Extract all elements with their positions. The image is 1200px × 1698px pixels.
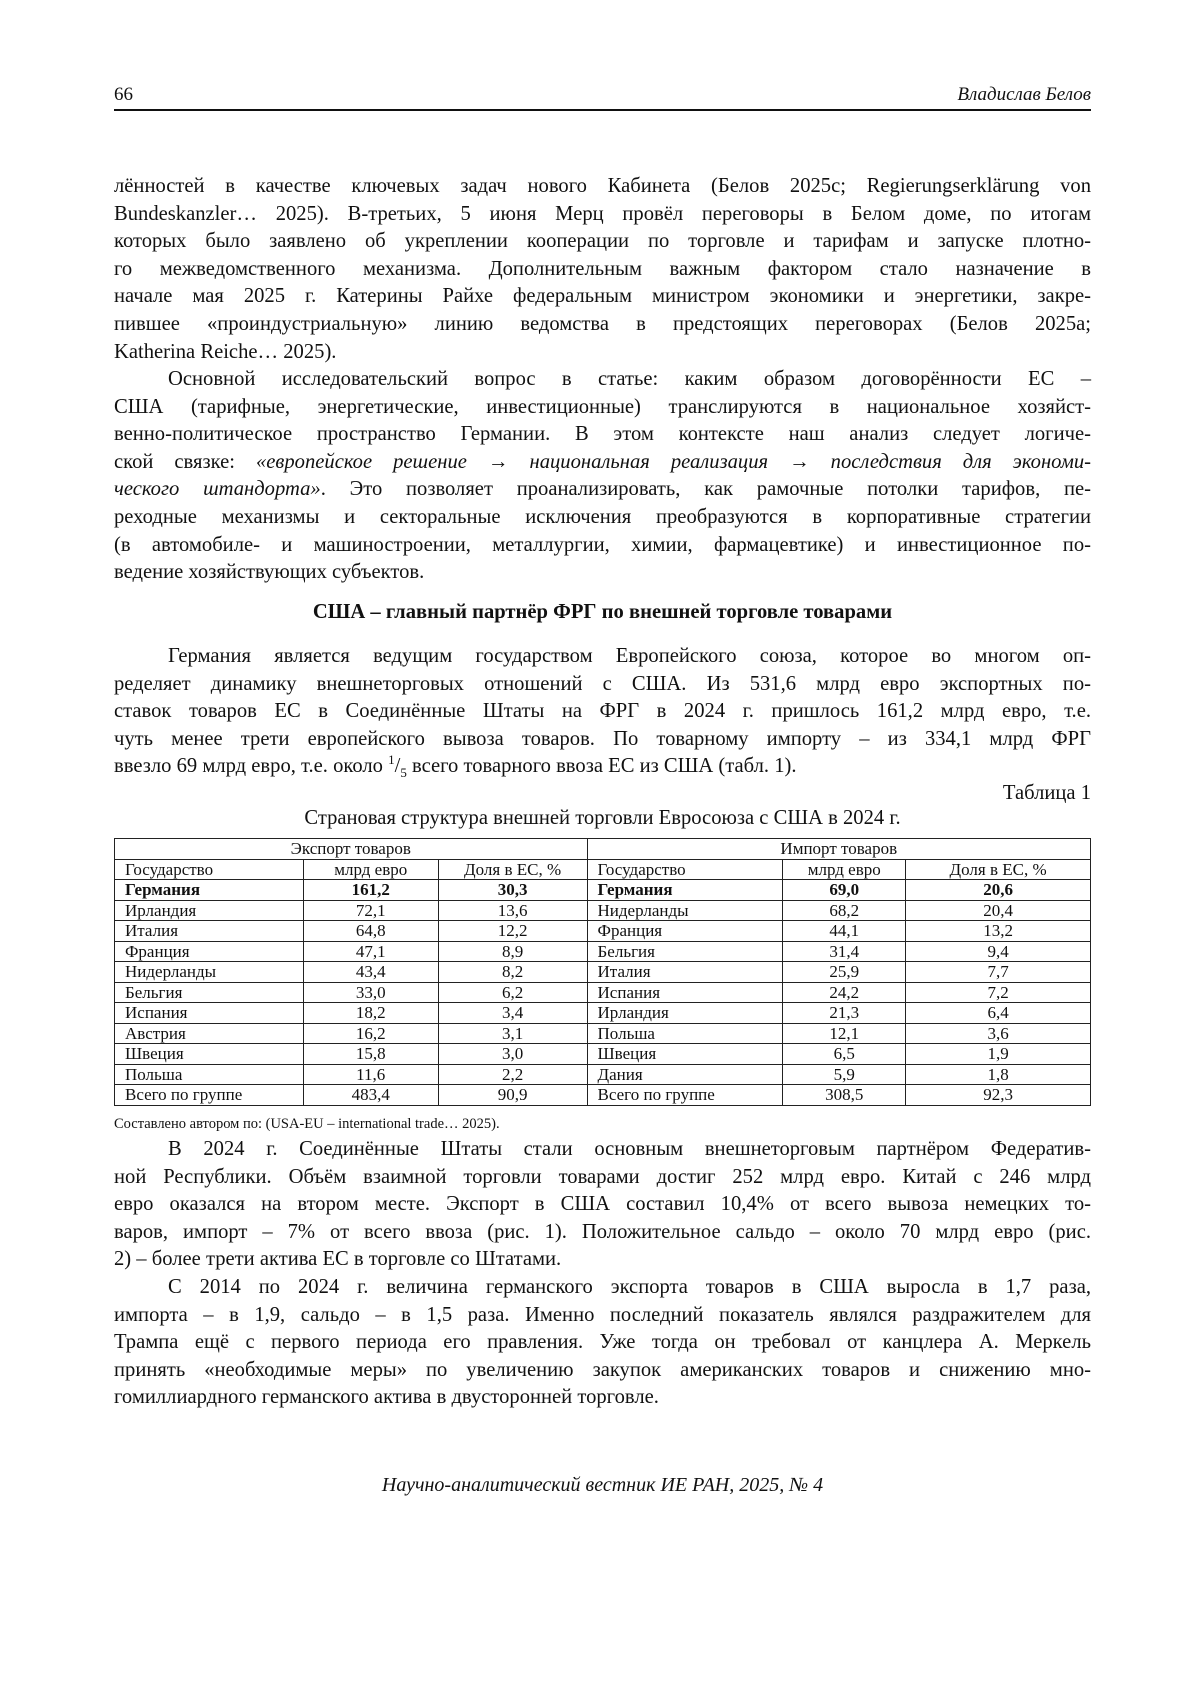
value-cell: 43,4 bbox=[303, 962, 438, 983]
share-cell: 12,2 bbox=[438, 921, 587, 942]
italic-text: «европейское решение → национальная реализация → последствия для экономи- bbox=[255, 450, 1091, 473]
country-cell: Дания bbox=[587, 1064, 783, 1085]
value-cell: 161,2 bbox=[303, 880, 438, 901]
column-header: млрд евро bbox=[303, 859, 438, 880]
text-line: принять «необходимые меры» по увеличению закупок американских товаров и снижению мно- bbox=[114, 1358, 1091, 1381]
text-line bbox=[114, 753, 1091, 781]
column-header: Доля в ЕС, % bbox=[438, 859, 587, 880]
text-line bbox=[114, 476, 1091, 504]
share-cell: 3,4 bbox=[438, 1003, 587, 1024]
text-line: Трампа ещё с первого периода его правления. Уже тогда он требовал от канцлера А. Меркель bbox=[114, 1331, 1091, 1354]
text-line: реходные механизмы и секторальные исключения преобразуются в корпоративные стратегии bbox=[114, 505, 1091, 528]
text-line: ной Республики. Объём взаимной торговли товарами достиг 252 млрд евро. Китай с 246 млрд bbox=[114, 1165, 1091, 1188]
country-cell: Польша bbox=[587, 1023, 783, 1044]
trade-table bbox=[114, 838, 1091, 1106]
text-segment: / bbox=[394, 755, 401, 778]
text-segment: всего товарного ввоза ЕС из США (табл. 1). bbox=[406, 755, 797, 778]
text-line: С 2014 по 2024 г. величина германского экспорта товаров в США выросла в 1,7 раза, bbox=[168, 1276, 1091, 1298]
text-line: лённостей в качестве ключевых задач нового Кабинета (Белов 2025c; Regierungserklärung von bbox=[114, 175, 1091, 197]
table-source-note: Составлено автором по: (USA-EU – international trade… 2025). bbox=[114, 1116, 500, 1132]
share-cell: 2,2 bbox=[438, 1064, 587, 1085]
share-cell: 20,6 bbox=[906, 880, 1091, 901]
value-cell: 31,4 bbox=[783, 941, 906, 962]
value-cell: 15,8 bbox=[303, 1044, 438, 1065]
share-cell: 13,2 bbox=[906, 921, 1091, 942]
table-row bbox=[115, 1085, 1091, 1106]
journal-footer: Научно-аналитический вестник ИЕ РАН, 2025, № 4 bbox=[381, 1474, 824, 1496]
table-row bbox=[115, 900, 1091, 921]
text-line: евро оказался на втором месте. Экспорт в США составил 10,4% от всего вывоза немецких то- bbox=[114, 1193, 1091, 1216]
value-cell: 69,0 bbox=[783, 880, 906, 901]
text-line: Германия является ведущим государством Европейского союза, которое во многом оп- bbox=[168, 645, 1091, 667]
country-cell: Германия bbox=[587, 880, 783, 901]
paragraph bbox=[114, 1274, 1091, 1412]
country-cell: Италия bbox=[115, 921, 304, 942]
text-line: варов, импорт – 7% от всего ввоза (рис. 1). Положительное сальдо – около 70 млрд евро (рис. bbox=[114, 1220, 1091, 1243]
table-row bbox=[115, 921, 1091, 942]
text-line: Katherina Reiche… 2025). bbox=[114, 340, 337, 363]
column-header: млрд евро bbox=[783, 859, 906, 880]
share-cell: 1,8 bbox=[906, 1064, 1091, 1085]
paragraph bbox=[114, 173, 1091, 366]
text-segment: ввезло 69 млрд евро, т.е. около bbox=[114, 755, 389, 778]
text-line: ределяет динамику внешнеторговых отношений с США. Из 531,6 млрд евро экспортных по- bbox=[114, 672, 1091, 695]
country-cell: Франция bbox=[587, 921, 783, 942]
text-line: Bundeskanzler… 2025). В-третьих, 5 июня Мерц провёл переговоры в Белом доме, по итогам bbox=[114, 202, 1091, 225]
text-line: (в автомобиле- и машиностроении, металлургии, химии, фармацевтике) и инвестиционное по- bbox=[114, 533, 1091, 556]
text-line: гомиллиардного германского актива в двусторонней торговле. bbox=[114, 1386, 659, 1409]
share-cell: 3,0 bbox=[438, 1044, 587, 1065]
paragraph bbox=[114, 1136, 1091, 1274]
value-cell: 68,2 bbox=[783, 900, 906, 921]
page-number: 66 bbox=[114, 84, 133, 105]
country-cell: Швеция bbox=[115, 1044, 304, 1065]
text-line bbox=[114, 449, 1091, 477]
country-cell: Нидерланды bbox=[587, 900, 783, 921]
share-cell: 3,6 bbox=[906, 1023, 1091, 1044]
value-cell: 16,2 bbox=[303, 1023, 438, 1044]
value-cell: 5,9 bbox=[783, 1064, 906, 1085]
country-cell: Испания bbox=[587, 982, 783, 1003]
value-cell: 33,0 bbox=[303, 982, 438, 1003]
country-cell: Германия bbox=[115, 880, 304, 901]
share-cell: 7,7 bbox=[906, 962, 1091, 983]
value-cell: 18,2 bbox=[303, 1003, 438, 1024]
country-cell: Испания bbox=[115, 1003, 304, 1024]
share-cell: 90,9 bbox=[438, 1085, 587, 1106]
text-line: го межведомственного механизма. Дополнительным важным фактором стало назначение в bbox=[114, 257, 1091, 280]
import-group-header: Импорт товаров bbox=[587, 839, 1090, 860]
value-cell: 308,5 bbox=[783, 1085, 906, 1106]
country-cell: Всего по группе bbox=[587, 1085, 783, 1106]
value-cell: 483,4 bbox=[303, 1085, 438, 1106]
text-line: начале мая 2025 г. Катерины Райхе федеральным министром экономики и энергетики, закре- bbox=[114, 285, 1091, 308]
column-header: Государство bbox=[115, 859, 304, 880]
text-segment: ской связке: bbox=[114, 450, 256, 473]
country-cell: Франция bbox=[115, 941, 304, 962]
value-cell: 12,1 bbox=[783, 1023, 906, 1044]
table-row bbox=[115, 1023, 1091, 1044]
share-cell: 1,9 bbox=[906, 1044, 1091, 1065]
text-line: чуть менее трети европейского вывоза товаров. По товарному импорту – из 334,1 млрд ФРГ bbox=[114, 727, 1091, 750]
text-line: Основной исследовательский вопрос в статье: каким образом договорённости ЕС – bbox=[168, 368, 1091, 390]
table-row bbox=[115, 982, 1091, 1003]
text-line: В 2024 г. Соединённые Штаты стали основным внешнеторговым партнёром Федератив- bbox=[168, 1138, 1091, 1160]
country-cell: Австрия bbox=[115, 1023, 304, 1044]
value-cell: 72,1 bbox=[303, 900, 438, 921]
value-cell: 47,1 bbox=[303, 941, 438, 962]
value-cell: 21,3 bbox=[783, 1003, 906, 1024]
text-line: ведение хозяйствующих субъектов. bbox=[114, 561, 425, 584]
share-cell: 7,2 bbox=[906, 982, 1091, 1003]
country-cell: Швеция bbox=[587, 1044, 783, 1065]
value-cell: 64,8 bbox=[303, 921, 438, 942]
value-cell: 25,9 bbox=[783, 962, 906, 983]
text-segment: 1 bbox=[388, 752, 395, 768]
text-segment: 5 bbox=[400, 765, 407, 781]
country-cell: Нидерланды bbox=[115, 962, 304, 983]
value-cell: 6,5 bbox=[783, 1044, 906, 1065]
table-caption: Страновая структура внешней торговли Евросоюза с США в 2024 г. bbox=[304, 807, 901, 829]
country-cell: Ирландия bbox=[115, 900, 304, 921]
table-group-header-row bbox=[115, 839, 1091, 860]
header-rule bbox=[114, 109, 1091, 111]
text-line: пившее «проиндустриальную» линию ведомства в предстоящих переговорах (Белов 2025a; bbox=[114, 312, 1091, 335]
text-line: ставок товаров ЕС в Соединённые Штаты на ФРГ в 2024 г. пришлось 161,2 млрд евро, т.е. bbox=[114, 700, 1091, 723]
text-line: США (тарифные, энергетические, инвестиционные) транслируются в национальное хозяйст- bbox=[114, 395, 1091, 418]
table-row bbox=[115, 941, 1091, 962]
share-cell: 20,4 bbox=[906, 900, 1091, 921]
share-cell: 6,2 bbox=[438, 982, 587, 1003]
country-cell: Бельгия bbox=[587, 941, 783, 962]
table-row bbox=[115, 962, 1091, 983]
country-cell: Италия bbox=[587, 962, 783, 983]
text-segment: . Это позволяет проанализировать, как рамочные потолки тарифов, пе- bbox=[320, 478, 1092, 501]
text-line: которых было заявлено об укреплении кооперации по торговле и тарифам и запуске плотно- bbox=[114, 230, 1091, 253]
text-line: 2) – более трети актива ЕС в торговле со Штатами. bbox=[114, 1248, 562, 1271]
text-line: импорта – в 1,9, сальдо – в 1,5 раза. Именно последний показатель являлся раздражителем для bbox=[114, 1303, 1091, 1326]
value-cell: 11,6 bbox=[303, 1064, 438, 1085]
share-cell: 3,1 bbox=[438, 1023, 587, 1044]
paragraph bbox=[114, 643, 1091, 781]
table-label: Таблица 1 bbox=[1002, 782, 1091, 804]
running-header-author: Владислав Белов bbox=[957, 84, 1091, 105]
text-line: венно-политическое пространство Германии. В этом контексте наш анализ следует логиче- bbox=[114, 423, 1091, 446]
table-column-header-row bbox=[115, 859, 1091, 880]
export-group-header: Экспорт товаров bbox=[115, 839, 588, 860]
share-cell: 8,9 bbox=[438, 941, 587, 962]
share-cell: 9,4 bbox=[906, 941, 1091, 962]
column-header: Государство bbox=[587, 859, 783, 880]
country-cell: Ирландия bbox=[587, 1003, 783, 1024]
column-header: Доля в ЕС, % bbox=[906, 859, 1091, 880]
country-cell: Польша bbox=[115, 1064, 304, 1085]
paragraph bbox=[114, 366, 1091, 587]
value-cell: 44,1 bbox=[783, 921, 906, 942]
country-cell: Всего по группе bbox=[115, 1085, 304, 1106]
share-cell: 92,3 bbox=[906, 1085, 1091, 1106]
italic-text: ческого штандорта» bbox=[114, 478, 321, 501]
country-cell: Бельгия bbox=[115, 982, 304, 1003]
share-cell: 30,3 bbox=[438, 880, 587, 901]
share-cell: 6,4 bbox=[906, 1003, 1091, 1024]
table-row bbox=[115, 1064, 1091, 1085]
table-row bbox=[115, 880, 1091, 901]
value-cell: 24,2 bbox=[783, 982, 906, 1003]
section-heading: США – главный партнёр ФРГ по внешней торговле товарами bbox=[312, 601, 893, 623]
table-row bbox=[115, 1003, 1091, 1024]
share-cell: 13,6 bbox=[438, 900, 587, 921]
share-cell: 8,2 bbox=[438, 962, 587, 983]
table-row bbox=[115, 1044, 1091, 1065]
